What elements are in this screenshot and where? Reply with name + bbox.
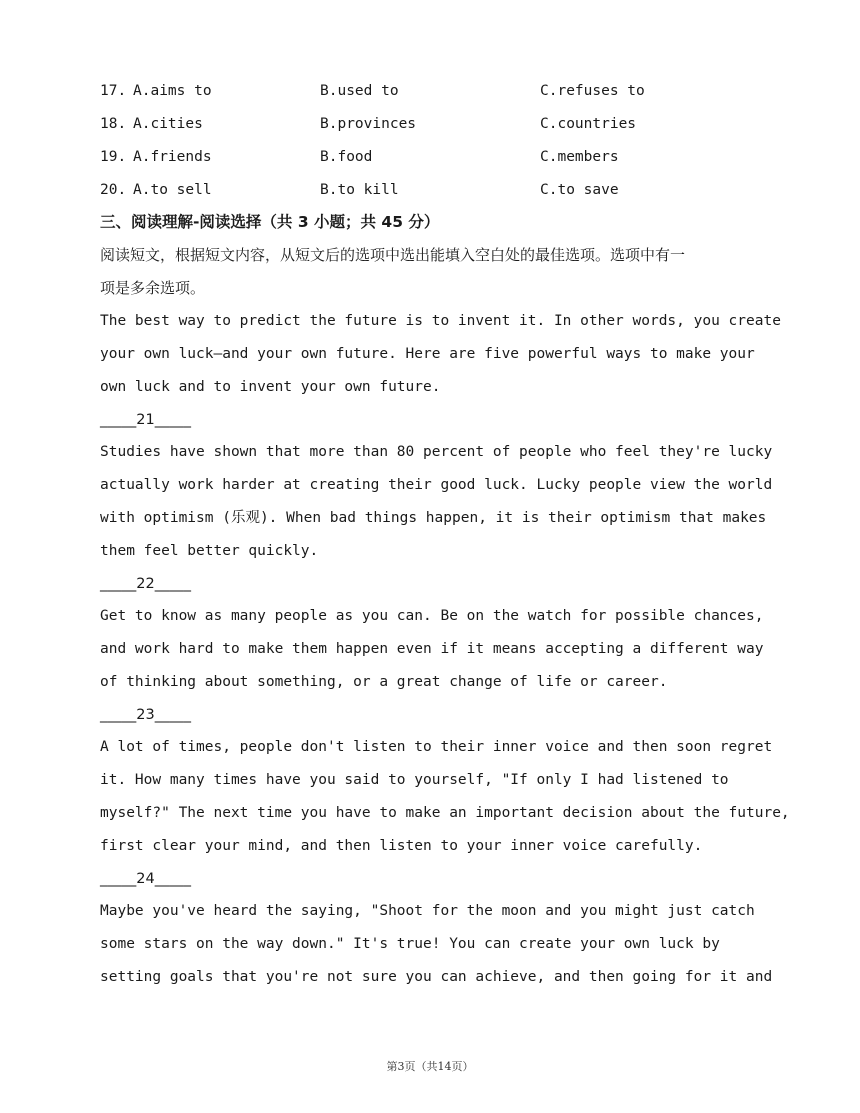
- para23-line-2: it. How many times have you said to yourself, "If only I had listened to: [100, 772, 729, 788]
- para21-line-4: them feel better quickly.: [100, 543, 319, 559]
- para23-line-1: A lot of times, people don't listen to their inner voice and then soon regret: [100, 739, 773, 755]
- question-number: 19.: [100, 149, 127, 165]
- question-number: 20.: [100, 182, 127, 198]
- option-a: A.cities: [133, 116, 203, 132]
- para23-line-4: first clear your mind, and then listen to your inner voice carefully.: [100, 838, 703, 854]
- para22-line-3: of thinking about something, or a great change of life or career.: [100, 674, 668, 690]
- blank-21: _____21_____: [100, 412, 191, 428]
- page-footer: 第3页（共14页）: [386, 1060, 474, 1073]
- option-c: C.countries: [540, 116, 637, 132]
- para24-line-3: setting goals that you're not sure you can achieve, and then going for it and: [100, 969, 773, 985]
- option-c: C.refuses to: [540, 83, 645, 99]
- option-b: B.used to: [320, 83, 399, 99]
- intro-line-1: The best way to predict the future is to invent it. In other words, you create: [100, 313, 781, 329]
- para21-line-2: actually work harder at creating their good luck. Lucky people view the world: [100, 477, 773, 493]
- blank-23: _____23_____: [100, 707, 191, 723]
- para24-line-1: Maybe you've heard the saying, "Shoot for the moon and you might just catch: [100, 903, 755, 919]
- intro-line-2: your own luck—and your own future. Here are five powerful ways to make your: [100, 346, 755, 362]
- instructions-line-2: 项是多余选项。: [100, 279, 206, 297]
- question-number: 18.: [100, 116, 127, 132]
- option-row-18: [100, 112, 800, 136]
- section-heading: 三、阅读理解-阅读选择（共 3 小题；共 45 分）: [100, 213, 440, 231]
- option-c: C.to save: [540, 182, 619, 198]
- option-row-19: [100, 145, 800, 169]
- option-a: A.to sell: [133, 182, 212, 198]
- question-number: 17.: [100, 83, 127, 99]
- intro-line-3: own luck and to invent your own future.: [100, 379, 441, 395]
- para21-line-1: Studies have shown that more than 80 percent of people who feel they're lucky: [100, 444, 773, 460]
- option-a: A.aims to: [133, 83, 212, 99]
- blank-22: _____22_____: [100, 576, 191, 592]
- para22-line-1: Get to know as many people as you can. Be on the watch for possible chances,: [100, 608, 764, 624]
- para24-line-2: some stars on the way down." It's true! You can create your own luck by: [100, 936, 720, 952]
- option-b: B.to kill: [320, 182, 399, 198]
- option-b: B.food: [320, 149, 373, 165]
- option-row-17: [100, 79, 800, 103]
- blank-24: _____24_____: [100, 871, 191, 887]
- option-a: A.friends: [133, 149, 212, 165]
- option-c: C.members: [540, 149, 619, 165]
- para22-line-2: and work hard to make them happen even if it means accepting a different way: [100, 641, 764, 657]
- option-row-20: [100, 178, 800, 202]
- para23-line-3: myself?" The next time you have to make an important decision about the future,: [100, 805, 790, 821]
- option-b: B.provinces: [320, 116, 417, 132]
- para21-line-3: with optimism (乐观). When bad things happen, it is their optimism that makes: [100, 510, 767, 526]
- instructions-line-1: 阅读短文，根据短文内容，从短文后的选项中选出能填入空白处的最佳选项。选项中有一: [100, 246, 686, 264]
